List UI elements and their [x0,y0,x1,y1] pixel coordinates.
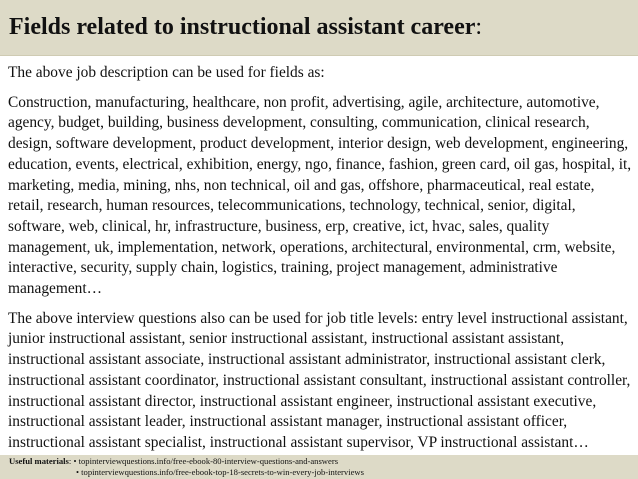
footer-label-separator: : [68,456,72,466]
bullet-icon: • [73,456,77,466]
page-title-colon: : [475,14,483,40]
footer-bar [0,455,638,479]
fields-paragraph: Construction, manufacturing, healthcare, non profit, advertising, agile, architecture, automotive, agency, budget, building, business development, consulting, communication, clinical research, design, software development, product development, interior design, web development, engineering, education, events, electrical, exhibition, energy, ngo, finance, fashion, green card, oil gas, hospital, it, marketing, media, mining, nhs, non technical, oil and gas, offshore, pharmaceutical, real estate, retail, research, human resources, telecommunications, technology, technical, senior, digital, software, web, clinical, hr, infrastructure, business, erp, creative, ict, hvac, sales, quality management, uk, implementation, network, operations, architectural, environmental, crm, website, interactive, security, supply chain, logistics, training, project management, administrative management… [8,93,632,298]
job-levels-paragraph: The above interview questions also can be used for job title levels: entry level instructional assistant, junior instructional assistant, senior instructional assistant, instructional assistant assistant, instructional assistant associate, instructional assistant administrator, instructional assistant clerk, instructional assistant coordinator, instructional assistant consultant, instructional assistant controller, instructional assistant director, instructional assistant engineer, instructional assistant executive, instructional assistant leader, instructional assistant manager, instructional assistant officer, instructional assistant specialist, instructional assistant supervisor, VP instructional assistant… [8,309,631,451]
footer-link[interactable]: topinterviewquestions.info/free-ebook-top-18-secrets-to-win-every-job-interviews [81,467,364,477]
title-bar [0,0,638,56]
footer-label: Useful materials [9,456,69,466]
page-title [9,12,482,42]
page-title-text: Fields related to instructional assistant career [9,14,476,40]
footer-row-1 [9,456,338,467]
bullet-icon: • [76,467,80,477]
footer-row-2 [9,467,364,478]
footer-link[interactable]: topinterviewquestions.info/free-ebook-80-interview-questions-and-answers [78,456,339,466]
main-content [8,63,632,454]
intro-paragraph: The above job description can be used for fields as: [8,64,325,81]
